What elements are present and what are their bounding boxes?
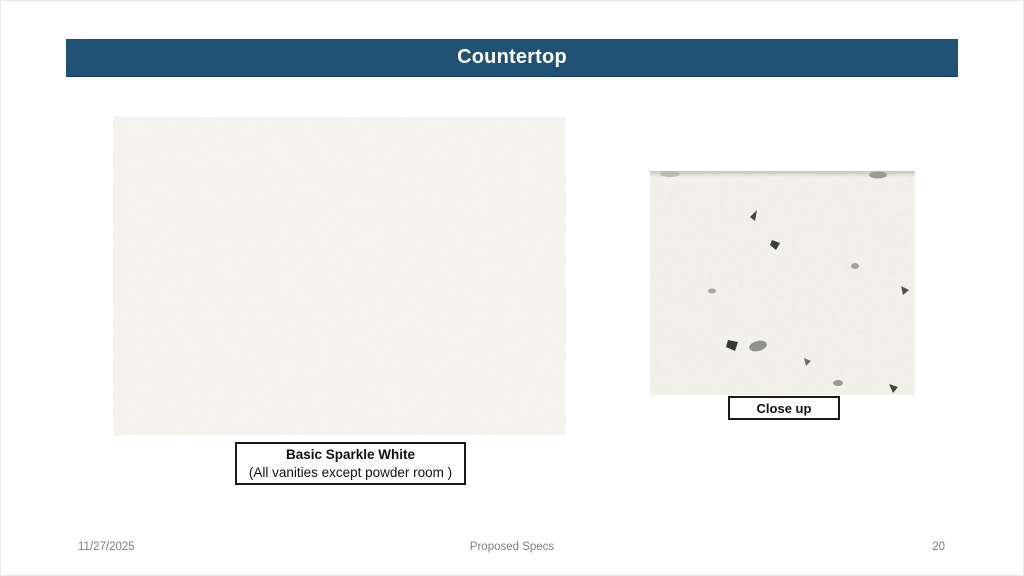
footer-deck-name: Proposed Specs	[469, 541, 555, 553]
slide-footer	[0, 541, 1024, 561]
footer-page-number: 20	[932, 541, 945, 553]
footer-date: 11/27/2025	[78, 541, 135, 553]
closeup-label-box	[728, 396, 840, 420]
sample-name-label: Basic Sparkle White	[285, 446, 416, 462]
slide-title-bar	[66, 39, 958, 77]
closeup-sample-image	[650, 171, 915, 395]
sample-caption-box	[235, 442, 466, 485]
closeup-label: Close up	[756, 400, 812, 416]
countertop-sample-image	[113, 117, 566, 435]
closeup-sample-texture	[650, 171, 915, 395]
page-title: Countertop	[457, 46, 567, 68]
countertop-sample-texture	[113, 117, 566, 435]
sample-usage-label: (All vanities except powder room )	[248, 464, 453, 480]
